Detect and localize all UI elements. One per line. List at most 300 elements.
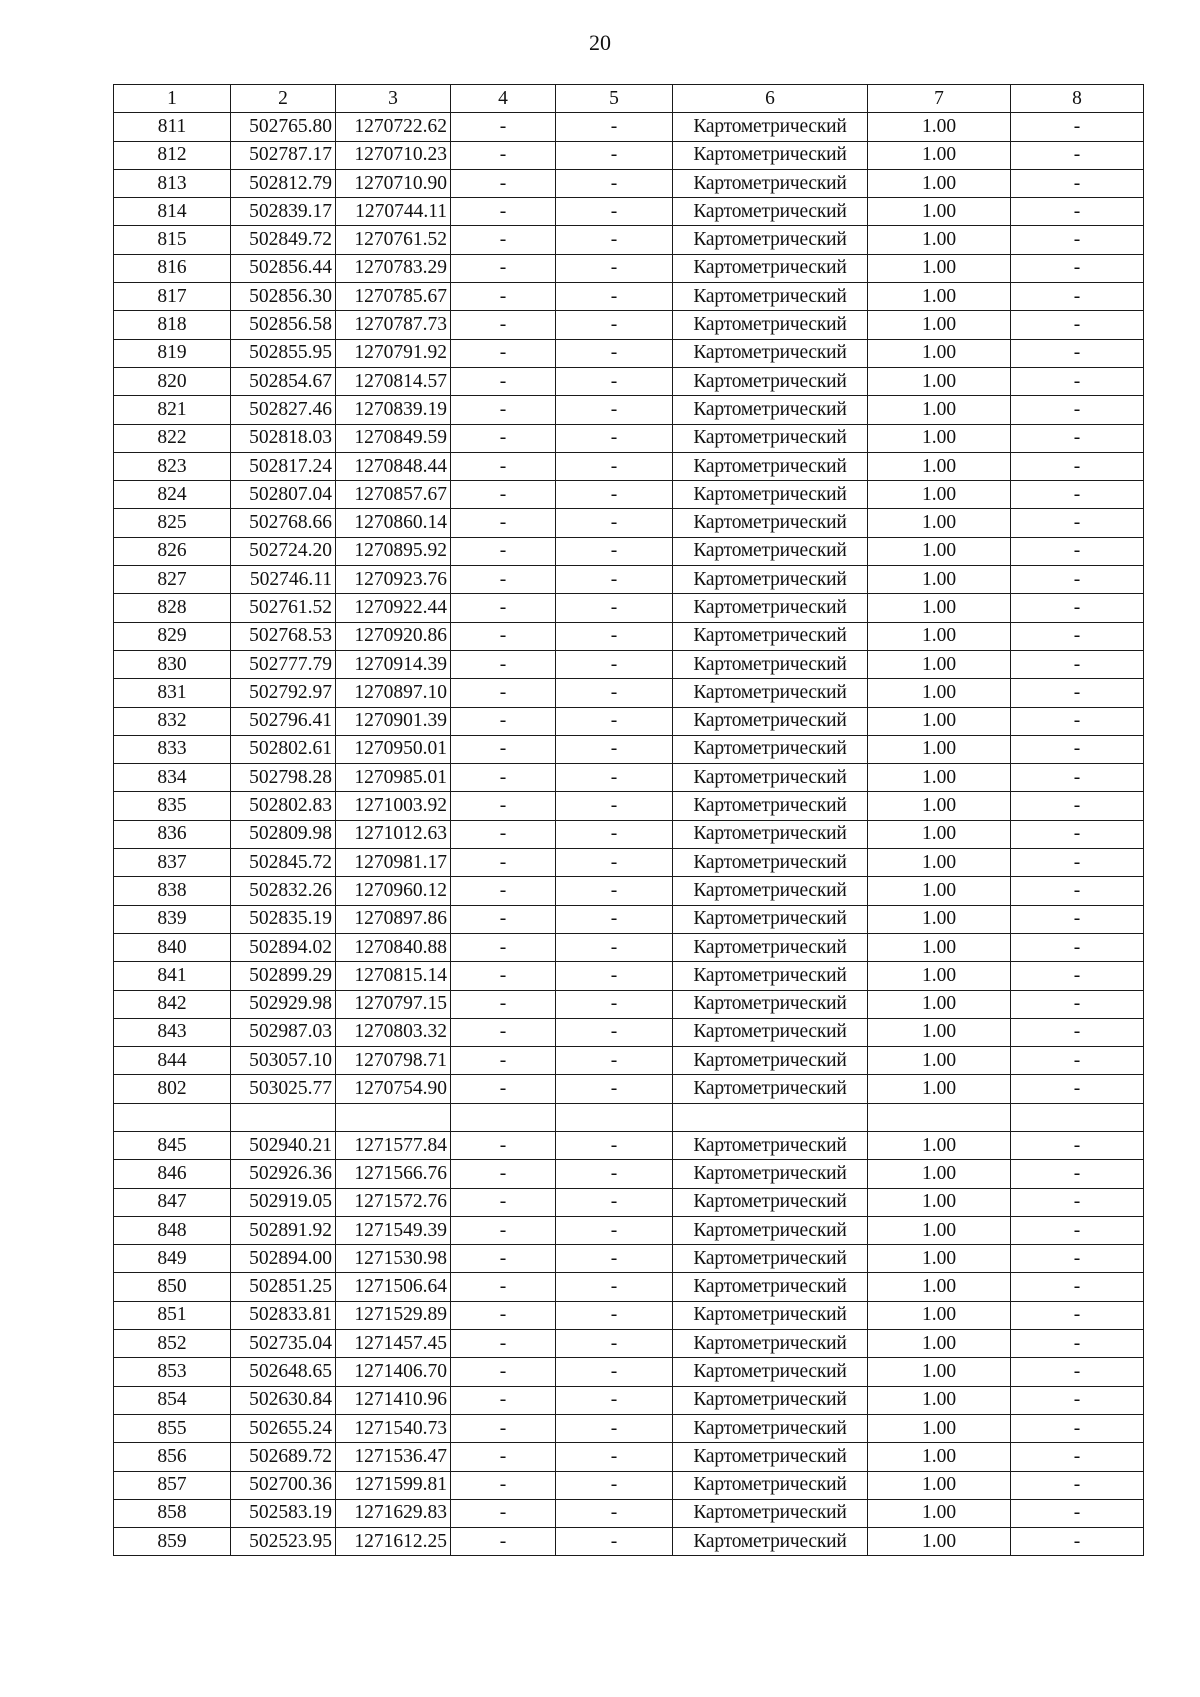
table-row bbox=[114, 452, 1144, 480]
accuracy-cell: 1.00 bbox=[868, 1301, 1011, 1329]
y-coordinate-cell: 1270985.01 bbox=[336, 764, 451, 792]
x-coordinate-cell: 503025.77 bbox=[231, 1075, 336, 1103]
column-5-cell: - bbox=[556, 1131, 673, 1159]
x-coordinate-cell: 502807.04 bbox=[231, 481, 336, 509]
table-row bbox=[114, 1330, 1144, 1358]
accuracy-cell: 1.00 bbox=[868, 1443, 1011, 1471]
accuracy-cell: 1.00 bbox=[868, 792, 1011, 820]
x-coordinate-cell: 502724.20 bbox=[231, 537, 336, 565]
y-coordinate-cell: 1270897.10 bbox=[336, 679, 451, 707]
method-cell: Картометрический bbox=[673, 452, 868, 480]
column-8-cell: - bbox=[1011, 820, 1144, 848]
column-8-cell: - bbox=[1011, 849, 1144, 877]
x-coordinate-cell: 502845.72 bbox=[231, 849, 336, 877]
method-cell: Картометрический bbox=[673, 424, 868, 452]
y-coordinate-cell: 1270761.52 bbox=[336, 226, 451, 254]
method-cell: Картометрический bbox=[673, 1414, 868, 1442]
column-5-cell: - bbox=[556, 311, 673, 339]
column-4-cell: - bbox=[451, 1499, 556, 1527]
y-coordinate-cell: 1270722.62 bbox=[336, 113, 451, 141]
y-coordinate-cell: 1271530.98 bbox=[336, 1245, 451, 1273]
point-number-cell: 848 bbox=[114, 1216, 231, 1244]
y-coordinate-cell: 1270839.19 bbox=[336, 396, 451, 424]
method-cell: Картометрический bbox=[673, 735, 868, 763]
table-row bbox=[114, 566, 1144, 594]
method-cell: Картометрический bbox=[673, 1471, 868, 1499]
accuracy-cell: 1.00 bbox=[868, 735, 1011, 763]
point-number-cell: 834 bbox=[114, 764, 231, 792]
accuracy-cell: 1.00 bbox=[868, 1131, 1011, 1159]
column-5-cell: - bbox=[556, 735, 673, 763]
y-coordinate-cell: 1270960.12 bbox=[336, 877, 451, 905]
method-cell: Картометрический bbox=[673, 650, 868, 678]
x-coordinate-cell: 502856.44 bbox=[231, 254, 336, 282]
column-5-cell: - bbox=[556, 169, 673, 197]
y-coordinate-cell: 1270787.73 bbox=[336, 311, 451, 339]
accuracy-cell: 1.00 bbox=[868, 254, 1011, 282]
column-4-cell: - bbox=[451, 707, 556, 735]
column-4-cell: - bbox=[451, 1471, 556, 1499]
method-cell: Картометрический bbox=[673, 537, 868, 565]
column-5-cell: - bbox=[556, 1414, 673, 1442]
column-5-cell: - bbox=[556, 877, 673, 905]
y-coordinate-cell: 1271566.76 bbox=[336, 1160, 451, 1188]
column-4-cell: - bbox=[451, 764, 556, 792]
point-number-cell: 841 bbox=[114, 962, 231, 990]
column-4-cell: - bbox=[451, 1188, 556, 1216]
table-row bbox=[114, 509, 1144, 537]
column-5-cell: - bbox=[556, 509, 673, 537]
method-cell: Картометрический bbox=[673, 1216, 868, 1244]
y-coordinate-cell: 1270914.39 bbox=[336, 650, 451, 678]
accuracy-cell: 1.00 bbox=[868, 113, 1011, 141]
point-number-cell: 812 bbox=[114, 141, 231, 169]
method-cell: Картометрический bbox=[673, 283, 868, 311]
point-number-cell: 852 bbox=[114, 1330, 231, 1358]
table-row bbox=[114, 650, 1144, 678]
column-header: 1 bbox=[114, 85, 231, 113]
accuracy-cell: 1.00 bbox=[868, 339, 1011, 367]
column-5-cell: - bbox=[556, 141, 673, 169]
table-body bbox=[114, 113, 1144, 1556]
method-cell: Картометрический bbox=[673, 1188, 868, 1216]
table-row bbox=[114, 1131, 1144, 1159]
accuracy-cell: 1.00 bbox=[868, 1528, 1011, 1556]
point-number-cell: 855 bbox=[114, 1414, 231, 1442]
column-4-cell: - bbox=[451, 566, 556, 594]
x-coordinate-cell: 502839.17 bbox=[231, 198, 336, 226]
column-5-cell: - bbox=[556, 1075, 673, 1103]
accuracy-cell: 1.00 bbox=[868, 424, 1011, 452]
point-number-cell: 856 bbox=[114, 1443, 231, 1471]
accuracy-cell: 1.00 bbox=[868, 1160, 1011, 1188]
x-coordinate-cell: 502798.28 bbox=[231, 764, 336, 792]
accuracy-cell: 1.00 bbox=[868, 1018, 1011, 1046]
column-5-cell bbox=[556, 1103, 673, 1131]
column-5-cell: - bbox=[556, 396, 673, 424]
method-cell: Картометрический bbox=[673, 169, 868, 197]
method-cell: Картометрический bbox=[673, 113, 868, 141]
x-coordinate-cell: 502919.05 bbox=[231, 1188, 336, 1216]
accuracy-cell: 1.00 bbox=[868, 198, 1011, 226]
point-number-cell: 847 bbox=[114, 1188, 231, 1216]
column-8-cell: - bbox=[1011, 283, 1144, 311]
y-coordinate-cell: 1271629.83 bbox=[336, 1499, 451, 1527]
column-5-cell: - bbox=[556, 452, 673, 480]
table-row bbox=[114, 339, 1144, 367]
table-row bbox=[114, 1047, 1144, 1075]
column-8-cell: - bbox=[1011, 537, 1144, 565]
point-number-cell: 842 bbox=[114, 990, 231, 1018]
column-5-cell: - bbox=[556, 339, 673, 367]
y-coordinate-cell: 1270920.86 bbox=[336, 622, 451, 650]
method-cell bbox=[673, 1103, 868, 1131]
column-8-cell: - bbox=[1011, 424, 1144, 452]
point-number-cell: 822 bbox=[114, 424, 231, 452]
column-4-cell: - bbox=[451, 849, 556, 877]
method-cell: Картометрический bbox=[673, 764, 868, 792]
point-number-cell: 836 bbox=[114, 820, 231, 848]
y-coordinate-cell: 1270923.76 bbox=[336, 566, 451, 594]
column-5-cell: - bbox=[556, 1216, 673, 1244]
table-row bbox=[114, 1414, 1144, 1442]
method-cell: Картометрический bbox=[673, 1018, 868, 1046]
table-row bbox=[114, 933, 1144, 961]
point-number-cell: 816 bbox=[114, 254, 231, 282]
x-coordinate-cell: 502899.29 bbox=[231, 962, 336, 990]
y-coordinate-cell: 1270797.15 bbox=[336, 990, 451, 1018]
accuracy-cell: 1.00 bbox=[868, 622, 1011, 650]
method-cell: Картометрический bbox=[673, 1386, 868, 1414]
point-number-cell: 840 bbox=[114, 933, 231, 961]
accuracy-cell: 1.00 bbox=[868, 849, 1011, 877]
y-coordinate-cell: 1270950.01 bbox=[336, 735, 451, 763]
x-coordinate-cell: 502827.46 bbox=[231, 396, 336, 424]
x-coordinate-cell: 502856.58 bbox=[231, 311, 336, 339]
column-8-cell: - bbox=[1011, 169, 1144, 197]
accuracy-cell: 1.00 bbox=[868, 1358, 1011, 1386]
accuracy-cell: 1.00 bbox=[868, 481, 1011, 509]
method-cell: Картометрический bbox=[673, 905, 868, 933]
table-row bbox=[114, 169, 1144, 197]
y-coordinate-cell: 1270815.14 bbox=[336, 962, 451, 990]
column-5-cell: - bbox=[556, 254, 673, 282]
x-coordinate-cell: 502891.92 bbox=[231, 1216, 336, 1244]
method-cell: Картометрический bbox=[673, 509, 868, 537]
accuracy-cell: 1.00 bbox=[868, 1047, 1011, 1075]
column-8-cell: - bbox=[1011, 566, 1144, 594]
accuracy-cell: 1.00 bbox=[868, 1273, 1011, 1301]
point-number-cell: 821 bbox=[114, 396, 231, 424]
point-number-cell: 824 bbox=[114, 481, 231, 509]
method-cell: Картометрический bbox=[673, 707, 868, 735]
method-cell: Картометрический bbox=[673, 962, 868, 990]
table-row bbox=[114, 198, 1144, 226]
page-number: 20 bbox=[589, 30, 611, 55]
method-cell: Картометрический bbox=[673, 679, 868, 707]
y-coordinate-cell: 1270849.59 bbox=[336, 424, 451, 452]
table-row bbox=[114, 594, 1144, 622]
accuracy-cell: 1.00 bbox=[868, 1216, 1011, 1244]
table-row bbox=[114, 1216, 1144, 1244]
column-5-cell: - bbox=[556, 622, 673, 650]
column-8-cell: - bbox=[1011, 1414, 1144, 1442]
method-cell: Картометрический bbox=[673, 622, 868, 650]
y-coordinate-cell: 1271540.73 bbox=[336, 1414, 451, 1442]
column-5-cell: - bbox=[556, 367, 673, 395]
method-cell: Картометрический bbox=[673, 1047, 868, 1075]
y-coordinate-cell: 1270803.32 bbox=[336, 1018, 451, 1046]
method-cell: Картометрический bbox=[673, 792, 868, 820]
x-coordinate-cell: 502832.26 bbox=[231, 877, 336, 905]
x-coordinate-cell: 502854.67 bbox=[231, 367, 336, 395]
column-8-cell: - bbox=[1011, 198, 1144, 226]
method-cell: Картометрический bbox=[673, 367, 868, 395]
column-4-cell: - bbox=[451, 650, 556, 678]
x-coordinate-cell: 502735.04 bbox=[231, 1330, 336, 1358]
x-coordinate-cell: 502849.72 bbox=[231, 226, 336, 254]
point-number-cell: 818 bbox=[114, 311, 231, 339]
column-4-cell: - bbox=[451, 113, 556, 141]
x-coordinate-cell: 502812.79 bbox=[231, 169, 336, 197]
point-number-cell: 826 bbox=[114, 537, 231, 565]
table-row bbox=[114, 424, 1144, 452]
column-4-cell: - bbox=[451, 735, 556, 763]
accuracy-cell: 1.00 bbox=[868, 566, 1011, 594]
accuracy-cell: 1.00 bbox=[868, 537, 1011, 565]
x-coordinate-cell: 502761.52 bbox=[231, 594, 336, 622]
column-5-cell: - bbox=[556, 764, 673, 792]
column-5-cell: - bbox=[556, 537, 673, 565]
column-5-cell: - bbox=[556, 933, 673, 961]
y-coordinate-cell: 1271457.45 bbox=[336, 1330, 451, 1358]
column-4-cell: - bbox=[451, 1301, 556, 1329]
table-row bbox=[114, 396, 1144, 424]
column-4-cell: - bbox=[451, 169, 556, 197]
column-8-cell: - bbox=[1011, 254, 1144, 282]
table-row bbox=[114, 481, 1144, 509]
y-coordinate-cell: 1270798.71 bbox=[336, 1047, 451, 1075]
point-number-cell: 828 bbox=[114, 594, 231, 622]
point-number-cell: 833 bbox=[114, 735, 231, 763]
accuracy-cell: 1.00 bbox=[868, 367, 1011, 395]
x-coordinate-cell bbox=[231, 1103, 336, 1131]
column-5-cell: - bbox=[556, 283, 673, 311]
x-coordinate-cell: 502818.03 bbox=[231, 424, 336, 452]
y-coordinate-cell: 1270814.57 bbox=[336, 367, 451, 395]
method-cell: Картометрический bbox=[673, 594, 868, 622]
accuracy-cell: 1.00 bbox=[868, 933, 1011, 961]
x-coordinate-cell: 502523.95 bbox=[231, 1528, 336, 1556]
column-5-cell: - bbox=[556, 679, 673, 707]
table-row bbox=[114, 113, 1144, 141]
column-4-cell: - bbox=[451, 990, 556, 1018]
x-coordinate-cell: 502796.41 bbox=[231, 707, 336, 735]
point-number-cell: 857 bbox=[114, 1471, 231, 1499]
column-4-cell: - bbox=[451, 1358, 556, 1386]
column-5-cell: - bbox=[556, 1499, 673, 1527]
column-header: 4 bbox=[451, 85, 556, 113]
point-number-cell: 829 bbox=[114, 622, 231, 650]
point-number-cell: 850 bbox=[114, 1273, 231, 1301]
x-coordinate-cell: 502940.21 bbox=[231, 1131, 336, 1159]
table-row bbox=[114, 1075, 1144, 1103]
y-coordinate-cell: 1271536.47 bbox=[336, 1443, 451, 1471]
column-5-cell: - bbox=[556, 113, 673, 141]
column-8-cell: - bbox=[1011, 339, 1144, 367]
column-4-cell: - bbox=[451, 1160, 556, 1188]
column-4-cell: - bbox=[451, 1386, 556, 1414]
column-4-cell: - bbox=[451, 509, 556, 537]
column-header: 2 bbox=[231, 85, 336, 113]
table-row bbox=[114, 1273, 1144, 1301]
column-4-cell: - bbox=[451, 396, 556, 424]
column-4-cell: - bbox=[451, 537, 556, 565]
y-coordinate-cell: 1270710.23 bbox=[336, 141, 451, 169]
column-8-cell: - bbox=[1011, 1358, 1144, 1386]
column-8-cell: - bbox=[1011, 1216, 1144, 1244]
accuracy-cell: 1.00 bbox=[868, 396, 1011, 424]
method-cell: Картометрический bbox=[673, 396, 868, 424]
column-5-cell: - bbox=[556, 792, 673, 820]
point-number-cell: 858 bbox=[114, 1499, 231, 1527]
column-4-cell: - bbox=[451, 283, 556, 311]
column-8-cell: - bbox=[1011, 622, 1144, 650]
column-5-cell: - bbox=[556, 1188, 673, 1216]
column-5-cell: - bbox=[556, 424, 673, 452]
column-5-cell: - bbox=[556, 905, 673, 933]
y-coordinate-cell bbox=[336, 1103, 451, 1131]
point-number-cell: 819 bbox=[114, 339, 231, 367]
x-coordinate-cell: 502833.81 bbox=[231, 1301, 336, 1329]
table-row bbox=[114, 764, 1144, 792]
y-coordinate-cell: 1270857.67 bbox=[336, 481, 451, 509]
point-number-cell: 811 bbox=[114, 113, 231, 141]
table-row bbox=[114, 1386, 1144, 1414]
method-cell: Картометрический bbox=[673, 198, 868, 226]
table-row bbox=[114, 1499, 1144, 1527]
y-coordinate-cell: 1270783.29 bbox=[336, 254, 451, 282]
y-coordinate-cell: 1270860.14 bbox=[336, 509, 451, 537]
column-4-cell: - bbox=[451, 1330, 556, 1358]
column-4-cell: - bbox=[451, 198, 556, 226]
column-4-cell: - bbox=[451, 424, 556, 452]
point-number-cell: 823 bbox=[114, 452, 231, 480]
x-coordinate-cell: 502777.79 bbox=[231, 650, 336, 678]
y-coordinate-cell: 1270901.39 bbox=[336, 707, 451, 735]
point-number-cell: 846 bbox=[114, 1160, 231, 1188]
table-header-row bbox=[114, 85, 1144, 113]
accuracy-cell: 1.00 bbox=[868, 820, 1011, 848]
column-5-cell: - bbox=[556, 1160, 673, 1188]
column-5-cell: - bbox=[556, 849, 673, 877]
y-coordinate-cell: 1270791.92 bbox=[336, 339, 451, 367]
accuracy-cell: 1.00 bbox=[868, 141, 1011, 169]
table-row bbox=[114, 707, 1144, 735]
column-4-cell: - bbox=[451, 1273, 556, 1301]
x-coordinate-cell: 502765.80 bbox=[231, 113, 336, 141]
accuracy-cell: 1.00 bbox=[868, 990, 1011, 1018]
point-number-cell: 813 bbox=[114, 169, 231, 197]
column-4-cell: - bbox=[451, 1018, 556, 1046]
accuracy-cell: 1.00 bbox=[868, 962, 1011, 990]
point-number-cell: 839 bbox=[114, 905, 231, 933]
column-8-cell: - bbox=[1011, 650, 1144, 678]
y-coordinate-cell: 1271506.64 bbox=[336, 1273, 451, 1301]
x-coordinate-cell: 502787.17 bbox=[231, 141, 336, 169]
column-5-cell: - bbox=[556, 707, 673, 735]
coordinates-table bbox=[113, 84, 1144, 1556]
method-cell: Картометрический bbox=[673, 339, 868, 367]
x-coordinate-cell: 502835.19 bbox=[231, 905, 336, 933]
column-8-cell: - bbox=[1011, 905, 1144, 933]
y-coordinate-cell: 1271549.39 bbox=[336, 1216, 451, 1244]
method-cell: Картометрический bbox=[673, 1330, 868, 1358]
accuracy-cell: 1.00 bbox=[868, 1245, 1011, 1273]
method-cell: Картометрический bbox=[673, 141, 868, 169]
column-5-cell: - bbox=[556, 1245, 673, 1273]
table-row bbox=[114, 254, 1144, 282]
column-8-cell: - bbox=[1011, 679, 1144, 707]
column-4-cell: - bbox=[451, 226, 556, 254]
column-header: 5 bbox=[556, 85, 673, 113]
column-5-cell: - bbox=[556, 1301, 673, 1329]
accuracy-cell bbox=[868, 1103, 1011, 1131]
table-row bbox=[114, 820, 1144, 848]
x-coordinate-cell: 502630.84 bbox=[231, 1386, 336, 1414]
method-cell: Картометрический bbox=[673, 990, 868, 1018]
point-number-cell: 845 bbox=[114, 1131, 231, 1159]
table-row bbox=[114, 1188, 1144, 1216]
point-number-cell: 837 bbox=[114, 849, 231, 877]
column-8-cell: - bbox=[1011, 1301, 1144, 1329]
table-row bbox=[114, 877, 1144, 905]
x-coordinate-cell: 502851.25 bbox=[231, 1273, 336, 1301]
column-header: 8 bbox=[1011, 85, 1144, 113]
column-4-cell: - bbox=[451, 339, 556, 367]
table-row bbox=[114, 849, 1144, 877]
table-row bbox=[114, 792, 1144, 820]
x-coordinate-cell: 502926.36 bbox=[231, 1160, 336, 1188]
column-8-cell: - bbox=[1011, 481, 1144, 509]
column-5-cell: - bbox=[556, 226, 673, 254]
table-row bbox=[114, 311, 1144, 339]
column-4-cell: - bbox=[451, 877, 556, 905]
column-8-cell: - bbox=[1011, 1188, 1144, 1216]
point-number-cell: 802 bbox=[114, 1075, 231, 1103]
accuracy-cell: 1.00 bbox=[868, 1471, 1011, 1499]
table-row bbox=[114, 1358, 1144, 1386]
method-cell: Картометрический bbox=[673, 1131, 868, 1159]
point-number-cell: 838 bbox=[114, 877, 231, 905]
y-coordinate-cell: 1271406.70 bbox=[336, 1358, 451, 1386]
column-8-cell: - bbox=[1011, 990, 1144, 1018]
y-coordinate-cell: 1271410.96 bbox=[336, 1386, 451, 1414]
column-5-cell: - bbox=[556, 1273, 673, 1301]
method-cell: Картометрический bbox=[673, 1301, 868, 1329]
column-8-cell: - bbox=[1011, 1245, 1144, 1273]
column-header: 6 bbox=[673, 85, 868, 113]
table-row bbox=[114, 226, 1144, 254]
column-5-cell: - bbox=[556, 1471, 673, 1499]
y-coordinate-cell: 1270895.92 bbox=[336, 537, 451, 565]
x-coordinate-cell: 502768.66 bbox=[231, 509, 336, 537]
point-number-cell: 815 bbox=[114, 226, 231, 254]
accuracy-cell: 1.00 bbox=[868, 169, 1011, 197]
point-number-cell: 843 bbox=[114, 1018, 231, 1046]
x-coordinate-cell: 502802.61 bbox=[231, 735, 336, 763]
x-coordinate-cell: 502655.24 bbox=[231, 1414, 336, 1442]
